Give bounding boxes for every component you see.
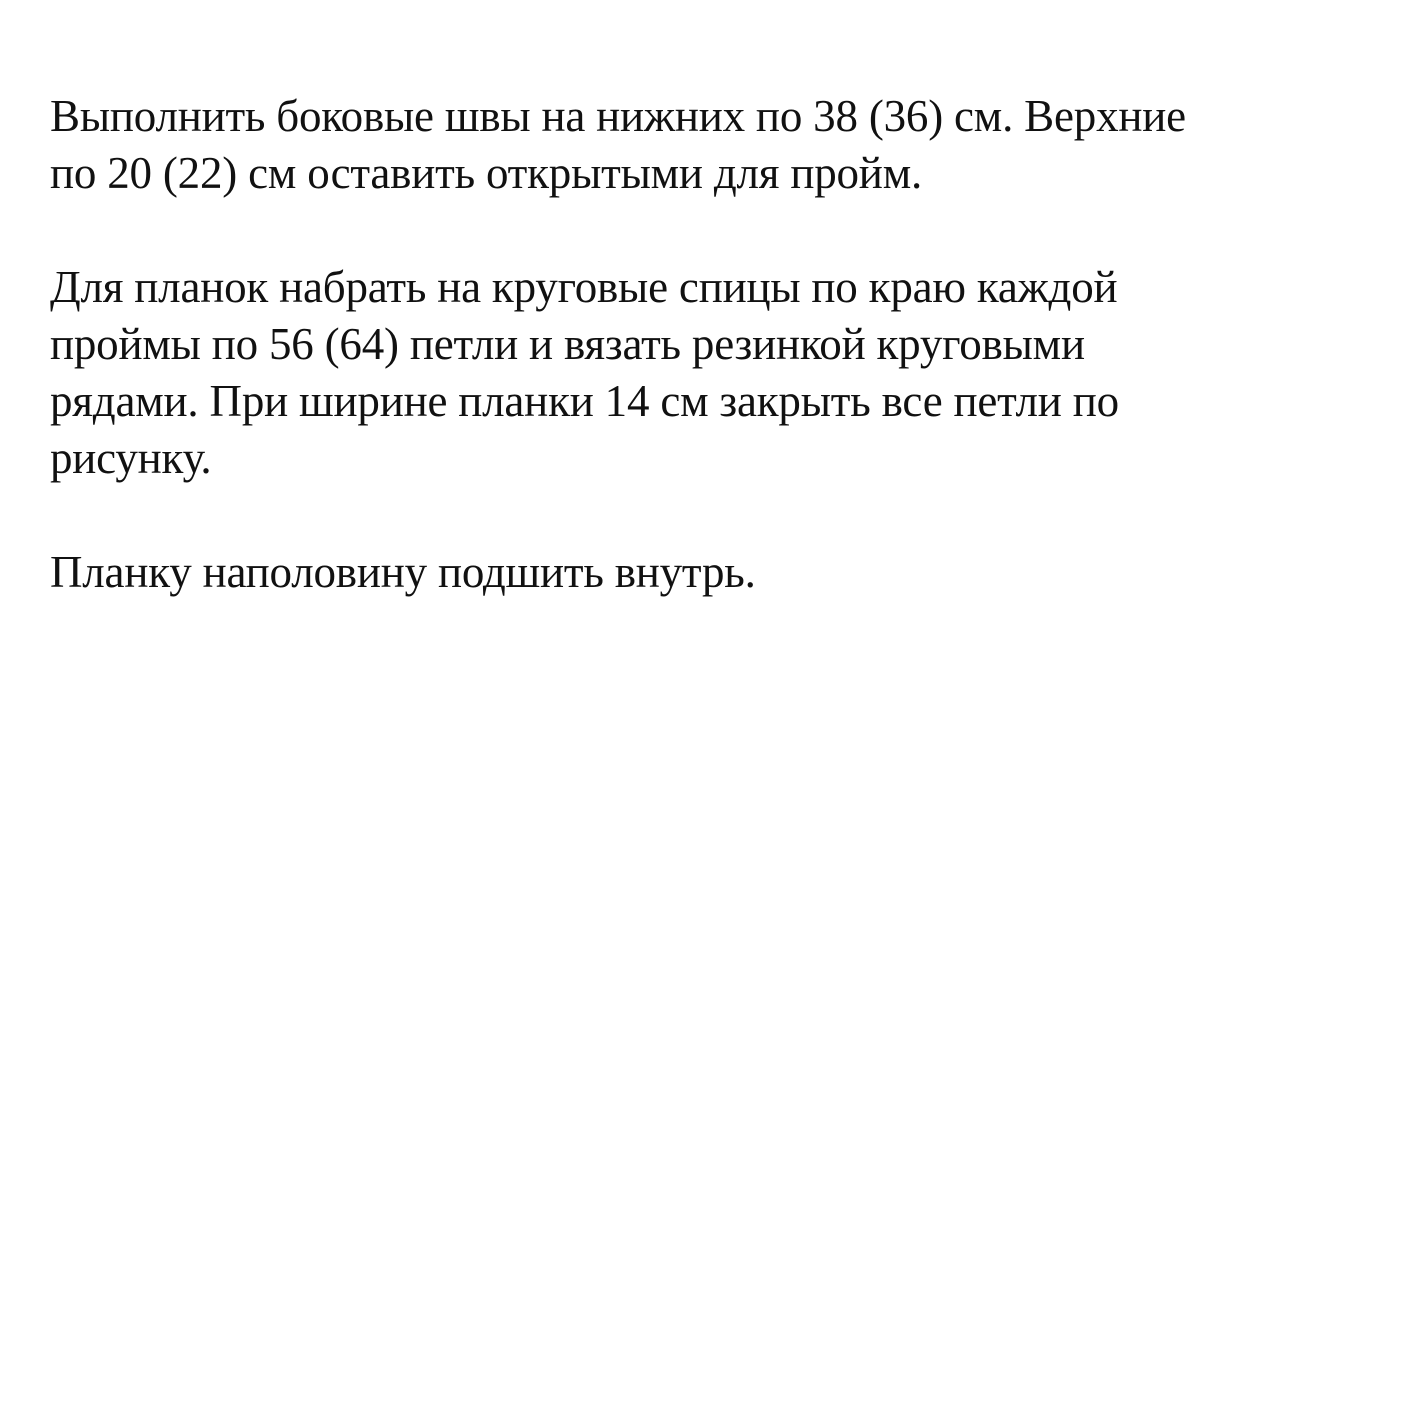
paragraph-side-seams bbox=[50, 88, 1350, 202]
text-line: рядами. При ширине планки 14 см закрыть все петли по bbox=[50, 376, 1119, 426]
text-line: проймы по 56 (64) петли и вязать резинкой круговыми bbox=[50, 319, 1085, 369]
text-line: рисунку. bbox=[50, 433, 212, 483]
paragraph-armhole-bands bbox=[50, 259, 1350, 487]
document-body bbox=[50, 88, 1350, 658]
paragraph-hem-band bbox=[50, 544, 1350, 601]
text-line: по 20 (22) см оставить открытыми для пройм. bbox=[50, 148, 923, 198]
text-line: Для планок набрать на круговые спицы по краю каждой bbox=[50, 262, 1118, 312]
text-line: Планку наполовину подшить внутрь. bbox=[50, 547, 756, 597]
text-line: Выполнить боковые швы на нижних по 38 (36) см. Верхние bbox=[50, 91, 1186, 141]
